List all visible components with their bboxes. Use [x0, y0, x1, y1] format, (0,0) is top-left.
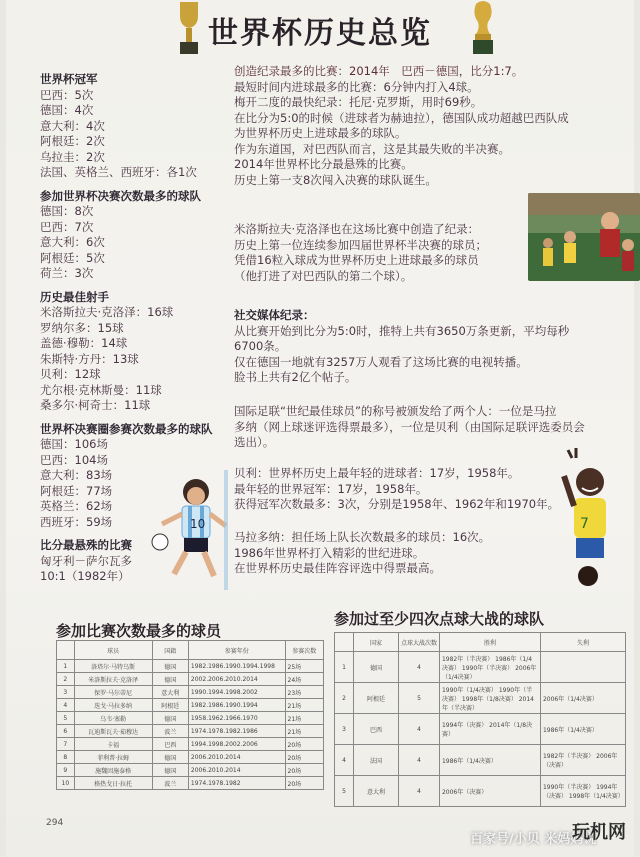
table-cell: 洛塔尔·马特乌斯	[74, 660, 152, 673]
maradona-block	[234, 530, 564, 577]
book-page	[6, 0, 634, 857]
table-cell: 2006年（决赛）	[439, 776, 540, 807]
table-cell: 3	[335, 714, 354, 745]
table-cell: 1974.1978.1982.1986	[188, 725, 285, 738]
table-cell: 1986年（1/4决赛）	[439, 745, 540, 776]
table-cell: 1990.1994.1998.2002	[188, 686, 285, 699]
record-line: 在比分为5:0的时候（进球者为赫迪拉），德国队成功超越巴西队成	[234, 110, 569, 125]
klose-line: 凭借16粒入球成为世界杯历史上进球最多的球员	[234, 253, 479, 267]
appearances-line: 意大利：83场	[40, 468, 113, 482]
klose-line: （他打进了对巴西队的第二个球）。	[234, 268, 413, 283]
pele-line: 最年轻的世界冠军：17岁，1958年。	[234, 481, 428, 496]
special-heading: 比分最悬殊的比赛	[40, 538, 132, 552]
table-row	[57, 725, 324, 738]
table-cell: 阿根廷	[353, 683, 398, 714]
table-cell: 2006.2010.2014	[188, 751, 285, 764]
table-cell: 迭戈·马拉多纳	[74, 699, 152, 712]
klose-line: 历史上第一位连续参加四届世界杯半决赛的球员；	[234, 237, 487, 252]
maradona-line: 在世界杯历史最佳阵容评选中得票最高。	[234, 561, 441, 575]
table-cell: 20场	[285, 751, 323, 764]
table-cell: 9	[57, 764, 75, 777]
table-cell: 巴西	[353, 714, 398, 745]
table-cell: 1986年（1/4决赛）	[540, 714, 625, 745]
table-header-cell	[57, 641, 75, 660]
social-heading: 社交媒体纪录：	[234, 308, 315, 322]
table-cell: 2006.2010.2014	[188, 764, 285, 777]
klose-line: 米洛斯拉夫·克洛泽也在这场比赛中创造了纪录：	[234, 222, 480, 236]
table2-title: 参加过至少四次点球大战的球队	[334, 610, 545, 628]
table-cell: 23场	[285, 686, 323, 699]
scorers-line: 朱斯特·方丹：13球	[40, 351, 139, 366]
finals-line: 意大利：6次	[40, 235, 105, 249]
table-cell: 1	[335, 652, 354, 683]
table-header-row	[335, 633, 626, 652]
table-cell: 21场	[285, 712, 323, 725]
table-cell: 乌韦·塞勒	[74, 712, 152, 725]
svg-text:10: 10	[190, 517, 206, 531]
table-cell: 格热戈日·拉托	[74, 777, 152, 790]
social-line: 从比赛开始到比分为5:0时，推特上共有3650万条更新，平均每秒	[234, 323, 570, 338]
table-cell: 1982.1986.1990.1994	[188, 699, 285, 712]
finals-line: 阿根廷：5次	[40, 250, 105, 265]
table-cell: 10	[57, 777, 75, 790]
champions-line: 乌拉圭：2次	[40, 149, 105, 164]
table-header-cell: 点球大战次数	[398, 633, 439, 652]
fifa-line: 选出）。	[234, 435, 275, 449]
table-cell: 2	[335, 683, 354, 714]
appearances-heading: 世界杯决赛圈参赛次数最多的球队	[40, 421, 213, 436]
table-cell: 1982年（半决赛） 2006年（决赛）	[540, 745, 625, 776]
table-cell: 保罗·马尔蒂尼	[74, 686, 152, 699]
appearances-line: 西班牙：59场	[40, 514, 113, 529]
fifa-line: 国际足联“世纪最佳球员”的称号被颁发给了两个人：一位是马拉	[234, 404, 557, 418]
table-cell: 巴西	[152, 738, 188, 751]
table-row	[57, 686, 324, 699]
appearances-line: 巴西：104场	[40, 452, 108, 467]
table-cell: 波兰	[152, 777, 188, 790]
table1-title: 参加比赛次数最多的球员	[56, 622, 222, 640]
scorers-heading: 历史最佳射手	[40, 289, 109, 304]
table-cell: 波兰	[152, 725, 188, 738]
finals-line: 荷兰：3次	[40, 266, 94, 280]
table-row	[335, 714, 626, 745]
appearances-line: 德国：106场	[40, 437, 108, 451]
table-cell: 德国	[152, 751, 188, 764]
appearances-line: 英格兰：62场	[40, 499, 113, 513]
table-cell: 法国	[353, 745, 398, 776]
players-table	[56, 640, 324, 790]
record-line: 最短时间内进球最多的比赛：6分钟内打入4球。	[234, 79, 479, 94]
finals-heading: 参加世界杯决赛次数最多的球队	[40, 188, 201, 203]
table-cell: 4	[398, 776, 439, 807]
table-cell: 20场	[285, 777, 323, 790]
maradona-illustration	[146, 470, 238, 590]
scorers-line: 桑多尔·柯奇士：11球	[40, 398, 151, 412]
pele-line: 贝利：世界杯历史上最年轻的进球者：17岁，1958年。	[234, 466, 520, 480]
scorers-line: 米洛斯拉夫·克洛泽：16球	[40, 305, 174, 319]
table-row	[57, 738, 324, 751]
table-header-cell	[335, 633, 354, 652]
table-cell: 1990年（半决赛） 1994年（决赛） 1998年（1/4决赛）	[540, 776, 625, 807]
table-cell: 4	[335, 745, 354, 776]
table-cell: 24场	[285, 673, 323, 686]
table-cell: 1958.1962.1966.1970	[188, 712, 285, 725]
table-cell: 8	[57, 751, 75, 764]
record-line: 梅开二度的最快纪录：托尼·克罗斯，用时69秒。	[234, 95, 483, 109]
table-cell: 5	[335, 776, 354, 807]
table-cell: 2002.2006.2010.2014	[188, 673, 285, 686]
table-cell: 1990年（1/4决赛） 1990年（半决赛） 1998年（1/8决赛） 2014年（半决赛）	[439, 683, 540, 714]
table-row	[57, 751, 324, 764]
special-line: 10:1（1982年）	[40, 569, 130, 583]
table-header-cell: 国家	[353, 633, 398, 652]
special-line: 匈牙利－萨尔瓦多	[40, 553, 132, 568]
table-cell: 德国	[152, 764, 188, 777]
table-cell	[540, 652, 625, 683]
table-cell: 施魏因施泰格	[74, 764, 152, 777]
table-cell: 21场	[285, 699, 323, 712]
table-row	[57, 660, 324, 673]
table-cell: 德国	[353, 652, 398, 683]
maradona-line: 马拉多纳：担任场上队长次数最多的球员：16次。	[234, 530, 491, 544]
table-header-cell: 胜利	[439, 633, 540, 652]
table-cell: 1994年（决赛） 2014年（1/8决赛）	[439, 714, 540, 745]
table-header-cell: 球员	[74, 641, 152, 660]
finals-line: 德国：8次	[40, 204, 94, 218]
table-cell: 1974.1978.1982	[188, 777, 285, 790]
table-cell: 6	[57, 725, 75, 738]
table-cell: 20场	[285, 738, 323, 751]
svg-text:7: 7	[580, 516, 589, 532]
table-row	[57, 777, 324, 790]
klose-block	[234, 222, 526, 284]
table-cell: 1994.1998.2002.2006	[188, 738, 285, 751]
penalty-table	[334, 632, 626, 807]
table-cell: 3	[57, 686, 75, 699]
social-block	[234, 300, 632, 386]
record-line: 创造纪录最多的比赛：2014年 巴西－德国，比分1:7。	[234, 64, 524, 78]
table-cell: 菲利普·拉姆	[74, 751, 152, 764]
table-row	[335, 745, 626, 776]
table-cell: 20场	[285, 764, 323, 777]
champions-line: 德国：4次	[40, 103, 94, 117]
fifa-line: 多纳（网上球迷评选得票最多），一位是贝利（由国际足联评选委员会	[234, 419, 585, 434]
pele-line: 获得冠军次数最多：3次，分别是1958年、1962年和1970年。	[234, 497, 560, 511]
table-cell: 德国	[152, 660, 188, 673]
table-row	[57, 764, 324, 777]
table-cell: 4	[398, 745, 439, 776]
table-row	[335, 683, 626, 714]
table-header-cell: 参赛次数	[285, 641, 323, 660]
table-cell: 卡福	[74, 738, 152, 751]
scorers-line: 盖德·穆勒：14球	[40, 336, 128, 350]
table-row	[335, 776, 626, 807]
champions-line: 法国、英格兰、西班牙：各1次	[40, 165, 197, 179]
table-cell: 25场	[285, 660, 323, 673]
table-cell: 德国	[152, 673, 188, 686]
table-cell: 1982.1986.1990.1994.1998	[188, 660, 285, 673]
table-cell: 意大利	[353, 776, 398, 807]
table-cell: 阿根廷	[152, 699, 188, 712]
table-cell: 5	[57, 712, 75, 725]
table-cell: 意大利	[152, 686, 188, 699]
maradona-line: 1986年世界杯打入精彩的世纪进球。	[234, 545, 425, 560]
table-cell: 7	[57, 738, 75, 751]
scorers-line: 贝利：12球	[40, 367, 101, 381]
page-title: 世界杯历史总览	[208, 16, 432, 51]
table-cell: 4	[57, 699, 75, 712]
table-cell: 5	[398, 683, 439, 714]
table-cell: 2006年（1/4决赛）	[540, 683, 625, 714]
social-line: 仅在德国一地就有3257万人观看了这场比赛的电视转播。	[234, 354, 528, 369]
table-cell: 米洛斯拉夫·克洛泽	[74, 673, 152, 686]
match-photo	[528, 193, 640, 281]
scorers-line: 尤尔根·克林斯曼：11球	[40, 382, 162, 397]
watermark-left: 百家号/小贝 米妈妈说	[470, 832, 597, 847]
champions-line: 意大利：4次	[40, 118, 105, 133]
table-header-cell: 失利	[540, 633, 625, 652]
table-row	[57, 712, 324, 725]
pele-block	[234, 466, 564, 513]
champions-heading: 世界杯冠军	[40, 72, 98, 86]
champions-line: 阿根廷：2次	[40, 134, 105, 148]
table-cell: 4	[398, 714, 439, 745]
watermark-right: 玩机网	[572, 822, 626, 843]
table-cell: 瓦迪斯瓦夫·茹穆达	[74, 725, 152, 738]
table-cell: 21场	[285, 725, 323, 738]
table-row	[57, 673, 324, 686]
social-line: 6700条。	[234, 339, 287, 353]
table-cell: 德国	[152, 712, 188, 725]
scorers-line: 罗纳尔多：15球	[40, 320, 124, 335]
record-line: 作为东道国，对巴西队而言，这是其最失败的半决赛。	[234, 141, 510, 156]
fifa-block	[234, 404, 632, 451]
table-cell: 4	[398, 652, 439, 683]
table-cell: 1	[57, 660, 75, 673]
table-cell: 2	[57, 673, 75, 686]
table-row	[57, 699, 324, 712]
appearances-line: 阿根廷：77场	[40, 483, 113, 498]
social-line: 脸书上共有2亿个帖子。	[234, 370, 357, 384]
table-cell: 1982年（半决赛） 1986年（1/4决赛） 1990年（半决赛） 2006年（1/4决赛）	[439, 652, 540, 683]
right-column	[234, 64, 634, 188]
pele-illustration	[558, 448, 618, 596]
table-row	[335, 652, 626, 683]
record-line: 为世界杯历史上进球最多的球队。	[234, 126, 407, 140]
record-line: 2014年世界杯比分最悬殊的比赛。	[234, 157, 413, 171]
table-header-cell: 参赛年份	[188, 641, 285, 660]
table-header-cell: 国籍	[152, 641, 188, 660]
record-line: 历史上第一支8次闯入决赛的球队诞生。	[234, 172, 437, 187]
champions-line: 巴西：5次	[40, 87, 94, 102]
page-number: 294	[46, 818, 64, 828]
table-header-row	[57, 641, 324, 660]
finals-line: 巴西：7次	[40, 219, 94, 234]
